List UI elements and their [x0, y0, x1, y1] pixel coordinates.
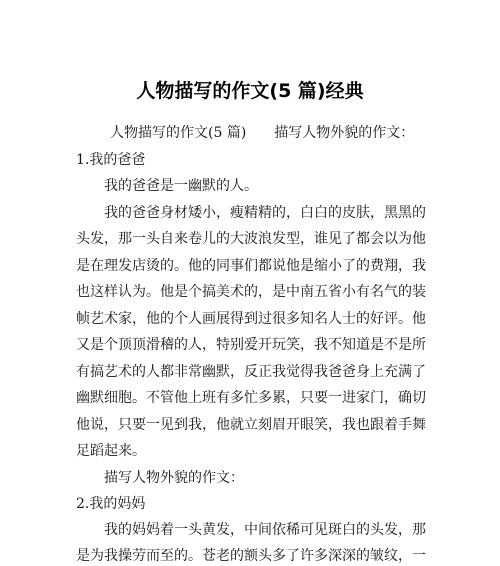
subtitle-line: 人物描写的作文(5 篇) 描写人物外貌的作文： [110, 125, 415, 141]
paragraph-line: 是为我操劳而至的。苍老的额头多了许多深深的皱纹，一 [76, 548, 426, 564]
section-heading-mother: 2.我的妈妈 [76, 496, 146, 512]
paragraph-line: 幽默细胞。不管他上班有多忙多累，只要一进家门，确切 [76, 390, 426, 406]
document-title: 人物描写的作文(5 篇)经典 [136, 80, 364, 102]
paragraph-line: 描写人物外貌的作文： [104, 470, 244, 486]
paragraph-line: 帧艺术家，他的个人画展得到过很多知名人士的好评。他 [76, 311, 426, 327]
section-heading-father: 1.我的爸爸 [76, 152, 146, 168]
paragraph-line: 我的爸爸是一幽默的人。 [104, 178, 258, 194]
paragraph-line: 我的爸爸身材矮小，瘦精精的，白白的皮肤，黑黑的 [104, 205, 426, 221]
paragraph-line: 也这样认为。他是个搞美术的，是中南五省小有名气的装 [76, 284, 426, 300]
paragraph-line: 是在理发店烫的。他的同事们都说他是缩小了的费翔，我 [76, 258, 426, 274]
paragraph-line: 头发，那一头自来卷儿的大波浪发型，谁见了都会以为他 [76, 231, 426, 247]
paragraph-line: 又是个顶顶滑稽的人，特别爱开玩笑，我不知道是不是所 [76, 337, 426, 353]
paragraph-line: 有搞艺术的人都非常幽默，反正我觉得我爸爸身上充满了 [76, 364, 426, 380]
paragraph-line: 足蹈起来。 [76, 443, 146, 459]
paragraph-line: 我的妈妈着一头黄发，中间依稀可见斑白的头发，那 [104, 522, 426, 538]
paragraph-line: 他说，只要一见到我，他就立刻眉开眼笑，我也跟着手舞 [76, 417, 426, 433]
